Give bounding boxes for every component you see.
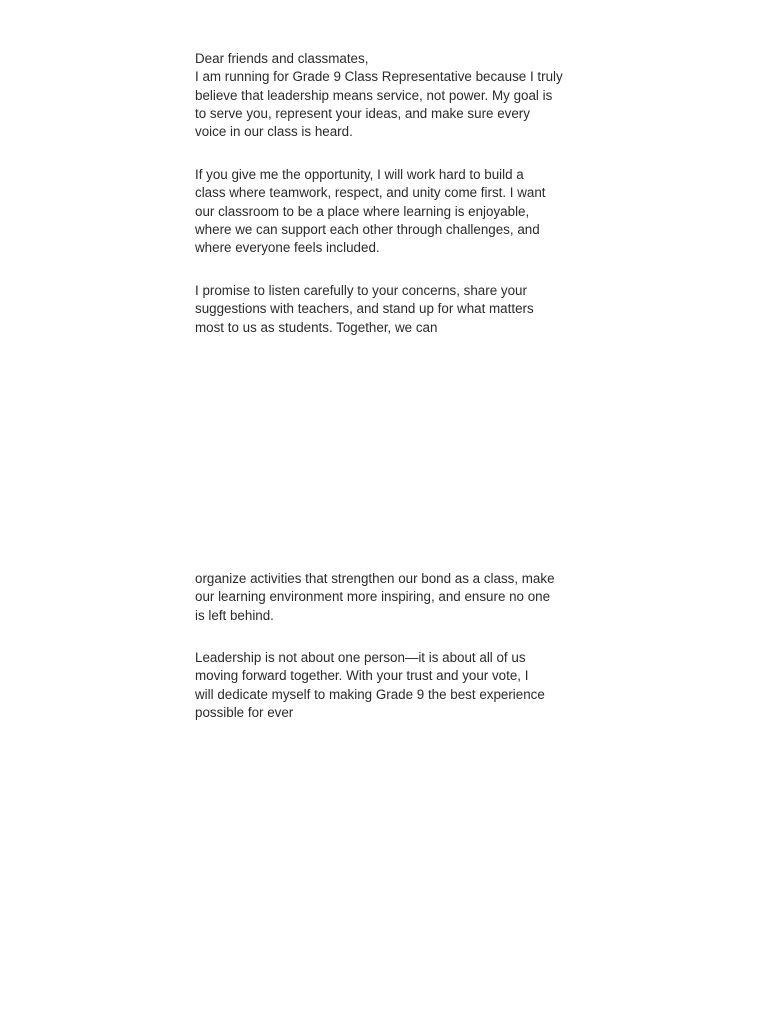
greeting-line: Dear friends and classmates, [195,51,369,66]
promise-paragraph [195,282,575,337]
text-line: believe that leadership means service, not power. My goal is [195,87,553,103]
text-line: suggestions with teachers, and stand up for what matters [195,301,534,317]
text-line: our classroom to be a place where learning is enjoyable, [195,203,530,219]
text-line: is left behind. [195,607,274,623]
leadership-paragraph [195,649,575,722]
text-line: voice in our class is heard. [195,124,353,140]
activities-paragraph [195,570,575,625]
text-line: where we can support each other through challenges, and [195,221,540,237]
text-line: to serve you, represent your ideas, and make sure every [195,105,530,121]
opening-paragraph [195,50,575,141]
text-line: where everyone feels included. [195,240,380,256]
text-line: Leadership is not about one person—it is about all of us [195,650,526,665]
text-line: our learning environment more inspiring, and ensure no one [195,589,551,605]
text-line: I promise to listen carefully to your concerns, share your [195,283,527,298]
text-line: moving forward together. With your trust and your vote, I [195,668,529,684]
text-line: class where teamwork, respect, and unity come first. I want [195,185,546,201]
text-line: I am running for Grade 9 Class Representative because I truly [195,69,563,85]
teamwork-paragraph [195,166,575,257]
text-line: will dedicate myself to making Grade 9 the best experience [195,686,545,702]
text-line: most to us as students. Together, we can [195,319,438,335]
text-line: organize activities that strengthen our bond as a class, make [195,571,555,586]
text-line: If you give me the opportunity, I will work hard to build a [195,167,524,182]
text-line: possible for ever [195,704,294,720]
